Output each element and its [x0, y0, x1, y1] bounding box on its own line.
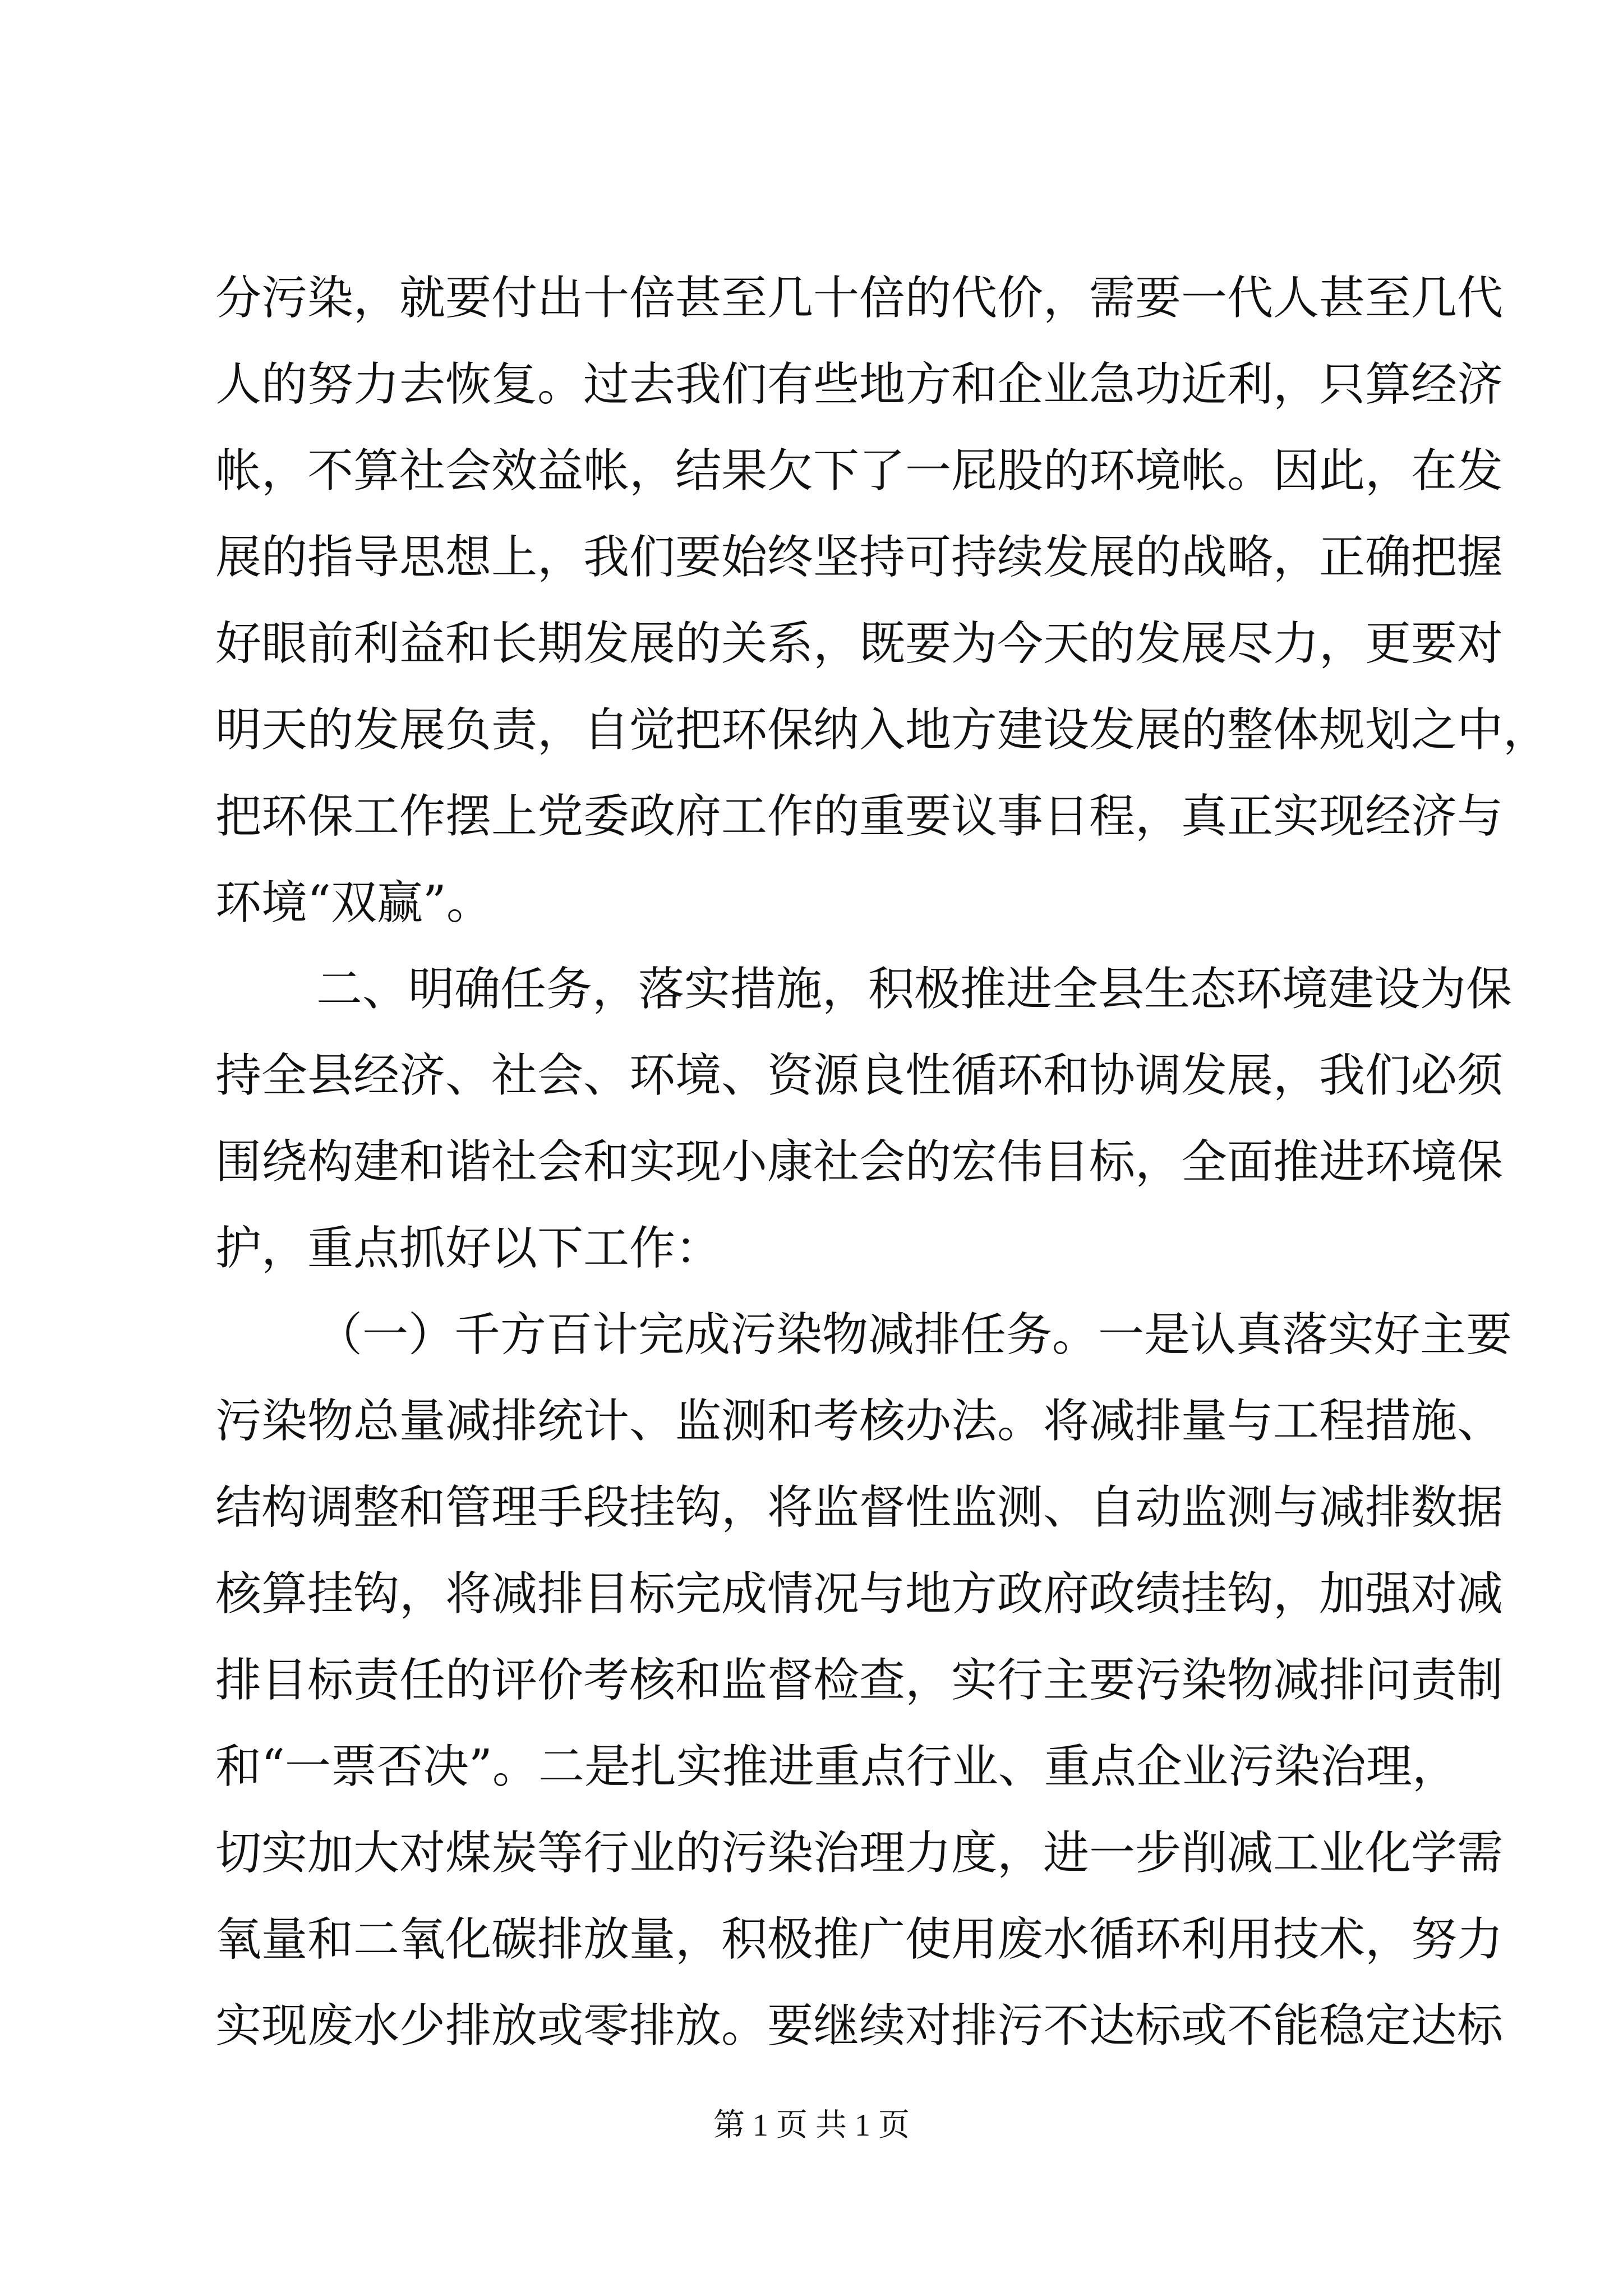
- text-line-7: 把环保工作摆上党委政府工作的重要议事日程，真正实现经济与: [215, 790, 1504, 843]
- text-line-14: 污染物总量减排统计、监测和考核办法。将减排量与工程措施、: [215, 1395, 1504, 1448]
- text-line-3: 帐，不算社会效益帐，结果欠下了一屁股的环境帐。因此，在发: [215, 444, 1504, 498]
- text-line-5: 好眼前利益和长期发展的关系，既要为今天的发展尽力，更要对: [215, 617, 1504, 670]
- text-line-2: 人的努力去恢复。过去我们有些地方和企业急功近利，只算经济: [215, 358, 1504, 411]
- text-line-8: 环境“双赢”。: [215, 876, 492, 930]
- text-line-17: 排目标责任的评价考核和监督检查，实行主要污染物减排问责制: [215, 1654, 1504, 1707]
- text-line-4: 展的指导思想上，我们要始终坚持可持续发展的战略，正确把握: [215, 531, 1504, 584]
- text-line-16: 核算挂钩，将减排目标完成情况与地方政府政绩挂钩，加强对减: [215, 1567, 1504, 1621]
- text-line-20: 氧量和二氧化碳排放量，积极推广使用废水循环利用技术，努力: [215, 1913, 1504, 1966]
- text-line-11: 围绕构建和谐社会和实现小康社会的宏伟目标，全面推进环境保: [215, 1135, 1504, 1189]
- page-footer: 第 1 页 共 1 页: [713, 2108, 910, 2143]
- text-line-10: 持全县经济、社会、环境、资源良性循环和协调发展，我们必须: [215, 1049, 1504, 1102]
- text-line-6: 明天的发展负责，自觉把环保纳入地方建设发展的整体规划之中，: [215, 703, 1550, 757]
- text-line-12: 护，重点抓好以下工作：: [215, 1222, 722, 1275]
- text-line-1: 分污染，就要付出十倍甚至几十倍的代价，需要一代人甚至几代: [215, 272, 1504, 325]
- text-line-13: （一）千方百计完成污染物减排任务。一是认真落实好主要: [316, 1308, 1513, 1361]
- text-line-18: 和“一票否决”。二是扎实推进重点行业、重点企业污染治理，: [215, 1740, 1458, 1793]
- text-line-15: 结构调整和管理手段挂钩，将监督性监测、自动监测与减排数据: [215, 1481, 1504, 1534]
- text-line-9: 二、明确任务，落实措施，积极推进全县生态环境建设为保: [316, 963, 1513, 1016]
- text-line-19: 切实加大对煤炭等行业的污染治理力度，进一步削减工业化学需: [215, 1826, 1504, 1880]
- text-line-21: 实现废水少排放或零排放。要继续对排污不达标或不能稳定达标: [215, 1999, 1504, 2053]
